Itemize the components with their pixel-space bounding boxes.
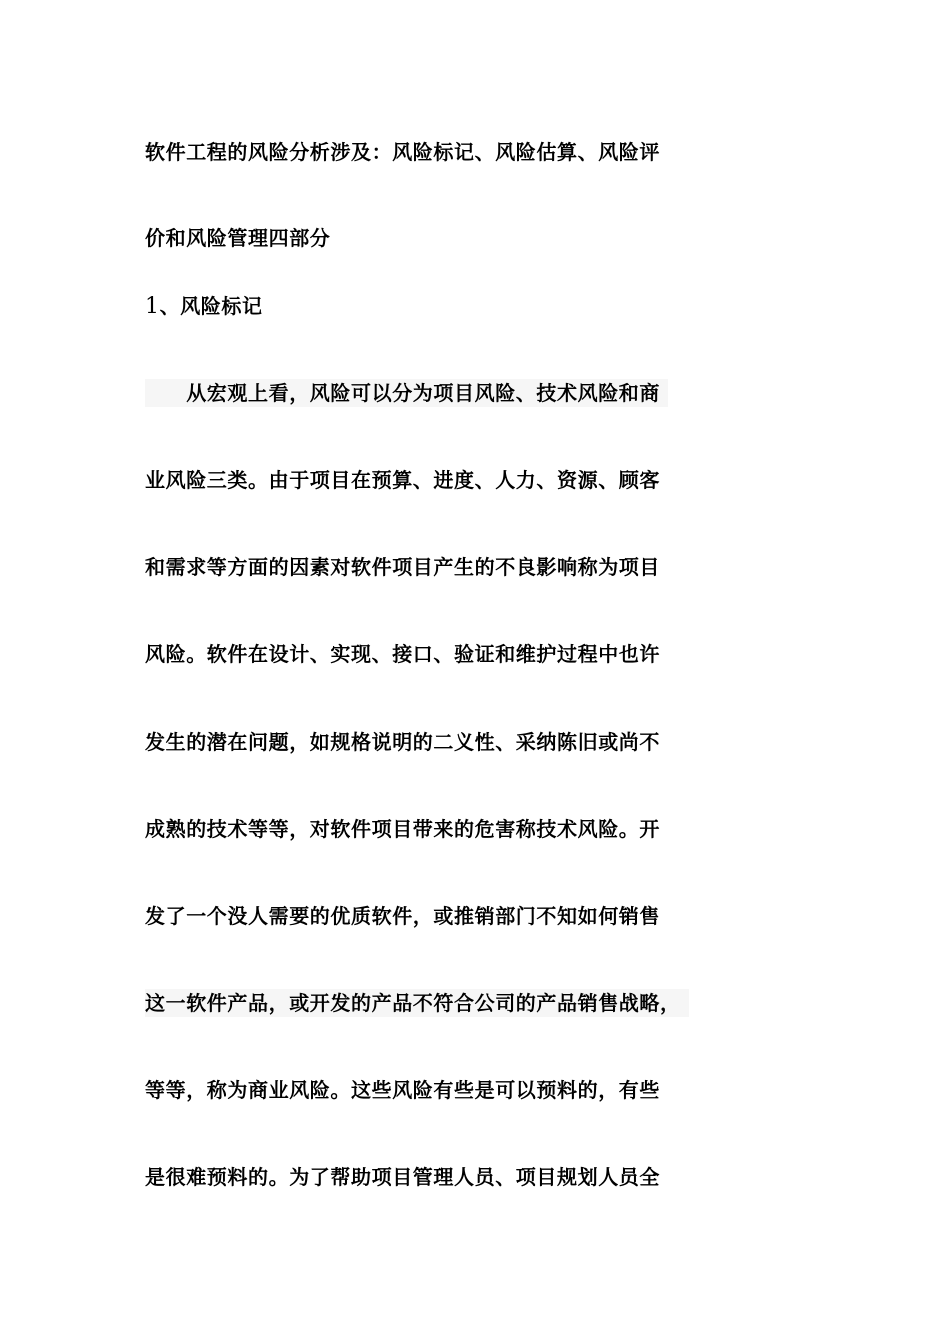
section-heading [145,292,263,321]
body-line-3: 和需求等方面的因素对软件项目产生的不良影响称为项目 [145,555,660,579]
body-line-8: 这一软件产品，或开发的产品不符合公司的产品销售战略， [145,989,689,1017]
body-line-4: 风险。软件在设计、实现、接口、验证和维护过程中也许 [145,642,660,666]
body-line-9: 等等，称为商业风险。这些风险有些是可以预料的，有些 [145,1078,660,1102]
body-line-10: 是很难预料的。为了帮助项目管理人员、项目规划人员全 [145,1165,660,1189]
body-line-5: 发生的潜在问题，如规格说明的二义性、采纳陈旧或尚不 [145,730,660,754]
section-heading-number: 1 [145,294,160,319]
intro-line-1: 软件工程的风险分析涉及：风险标记、风险估算、风险评 [145,140,660,164]
body-line-7: 发了一个没人需要的优质软件，或推销部门不知如何销售 [145,904,660,928]
body-line-2: 业风险三类。由于项目在预算、进度、人力、资源、顾客 [145,468,660,492]
intro-line-2: 价和风险管理四部分 [145,226,331,250]
section-heading-text: 、风险标记 [159,294,263,318]
body-line-6: 成熟的技术等等，对软件项目带来的危害称技术风险。开 [145,817,660,841]
body-line-1: 从宏观上看，风险可以分为项目风险、技术风险和商 [145,379,668,407]
